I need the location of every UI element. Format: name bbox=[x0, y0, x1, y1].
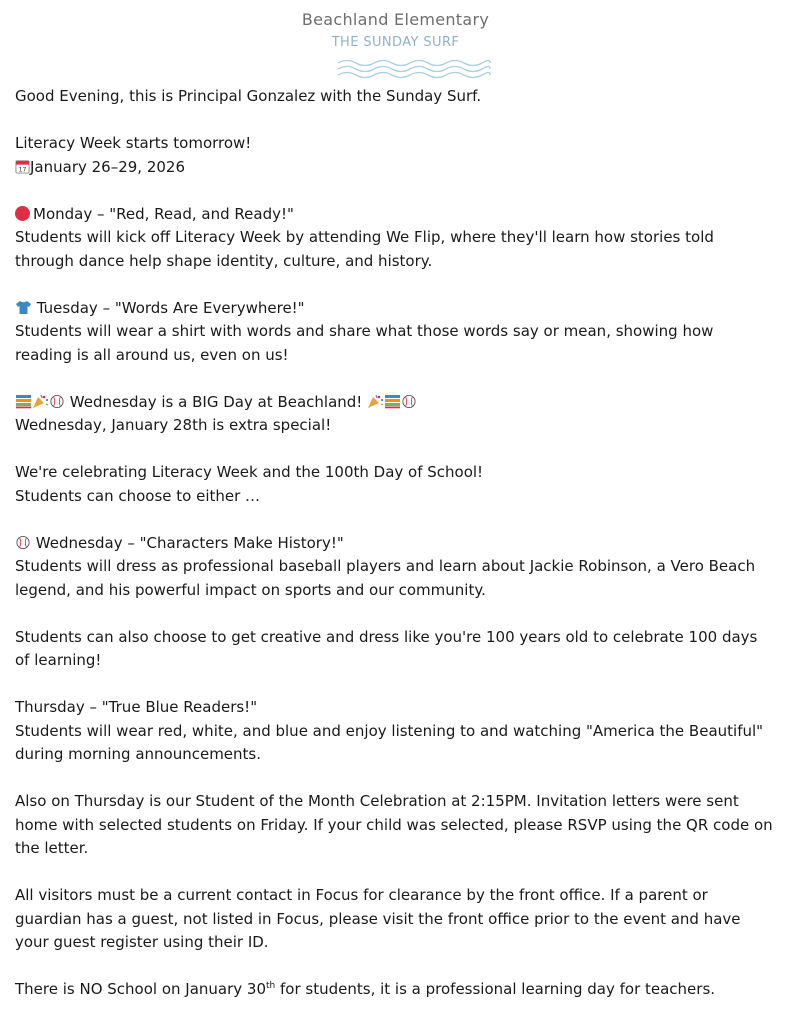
student-of-month-notice: Also on Thursday is our Student of the Month Celebration at 2:15PM. Invitation letters were sent home with selected students on Friday. If your child was selected, please RSVP using the QR code on the letter. bbox=[15, 792, 773, 857]
celebration-announcement: We're celebrating Literacy Week and the 100th Day of School! bbox=[15, 463, 484, 481]
big-day-subtitle: Wednesday, January 28th is extra special! bbox=[15, 416, 332, 434]
calendar-icon bbox=[15, 159, 30, 174]
monday-description: Students will kick off Literacy Week by attending We Flip, where they'll learn how stories told through dance help shape identity, culture, and history. bbox=[15, 228, 714, 270]
books-icon bbox=[384, 394, 401, 409]
tuesday-title: Tuesday – "Words Are Everywhere!" bbox=[36, 298, 305, 317]
literacy-week-dates: January 26–29, 2026 bbox=[30, 157, 186, 176]
baseball-icon bbox=[49, 394, 65, 409]
red-circle-icon bbox=[15, 206, 30, 221]
newsletter-title: THE SUNDAY SURF bbox=[331, 35, 460, 50]
school-name: Beachland Elementary bbox=[301, 10, 490, 29]
monday-title-line bbox=[15, 203, 775, 227]
message-body bbox=[15, 85, 775, 1002]
thursday-description: Students will wear red, white, and blue and enjoy listening to and watching "America the Beautiful" during morning announcements. bbox=[15, 721, 764, 763]
big-day-title: Wednesday is a BIG Day at Beachland! bbox=[69, 392, 363, 411]
baseball-icon bbox=[401, 394, 417, 409]
greeting: Good Evening, this is Principal Gonzalez with the Sunday Surf. bbox=[15, 87, 482, 105]
wednesday-description: Students will dress as professional baseball players and learn about Jackie Robinson, a Vero Beach legend, and his powerful impact on sports and our community. bbox=[15, 557, 756, 599]
wednesday-title: Wednesday – "Characters Make History!" bbox=[35, 533, 344, 552]
no-school-text-end: for students, it is a professional learning day for teachers. bbox=[275, 980, 716, 998]
no-school-notice bbox=[15, 978, 775, 1002]
tuesday-title-line bbox=[15, 297, 775, 321]
wave-decoration bbox=[336, 58, 492, 80]
big-day-title-line bbox=[15, 391, 775, 415]
books-icon bbox=[15, 394, 32, 409]
svg-text:17: 17 bbox=[18, 166, 27, 174]
baseball-icon bbox=[15, 535, 31, 550]
hundred-days-option: Students can also choose to get creative and dress like you're 100 years old to celebrate 100 days of learning! bbox=[15, 627, 758, 669]
tuesday-description: Students will wear a shirt with words and share what those words say or mean, showing how reading is all around us, even on us! bbox=[15, 322, 714, 364]
wednesday-title-line bbox=[15, 532, 775, 556]
literacy-week-dates-line bbox=[15, 156, 775, 180]
monday-title: Monday – "Red, Read, and Ready!" bbox=[33, 204, 294, 223]
party-popper-icon bbox=[32, 394, 49, 409]
visitor-policy: All visitors must be a current contact in Focus for clearance by the front office. If a parent or guardian has a guest, not listed in Focus, please visit the front office prior to the event and have your guest register using their ID. bbox=[15, 886, 741, 951]
thursday-title: Thursday – "True Blue Readers!" bbox=[15, 698, 258, 716]
no-school-text-start: There is NO School on January 30 bbox=[15, 980, 267, 998]
ordinal-suffix: th bbox=[266, 981, 276, 991]
literacy-week-announcement: Literacy Week starts tomorrow! bbox=[15, 134, 252, 152]
tshirt-icon bbox=[15, 300, 32, 315]
party-popper-icon bbox=[367, 394, 384, 409]
choice-intro: Students can choose to either … bbox=[15, 486, 261, 505]
